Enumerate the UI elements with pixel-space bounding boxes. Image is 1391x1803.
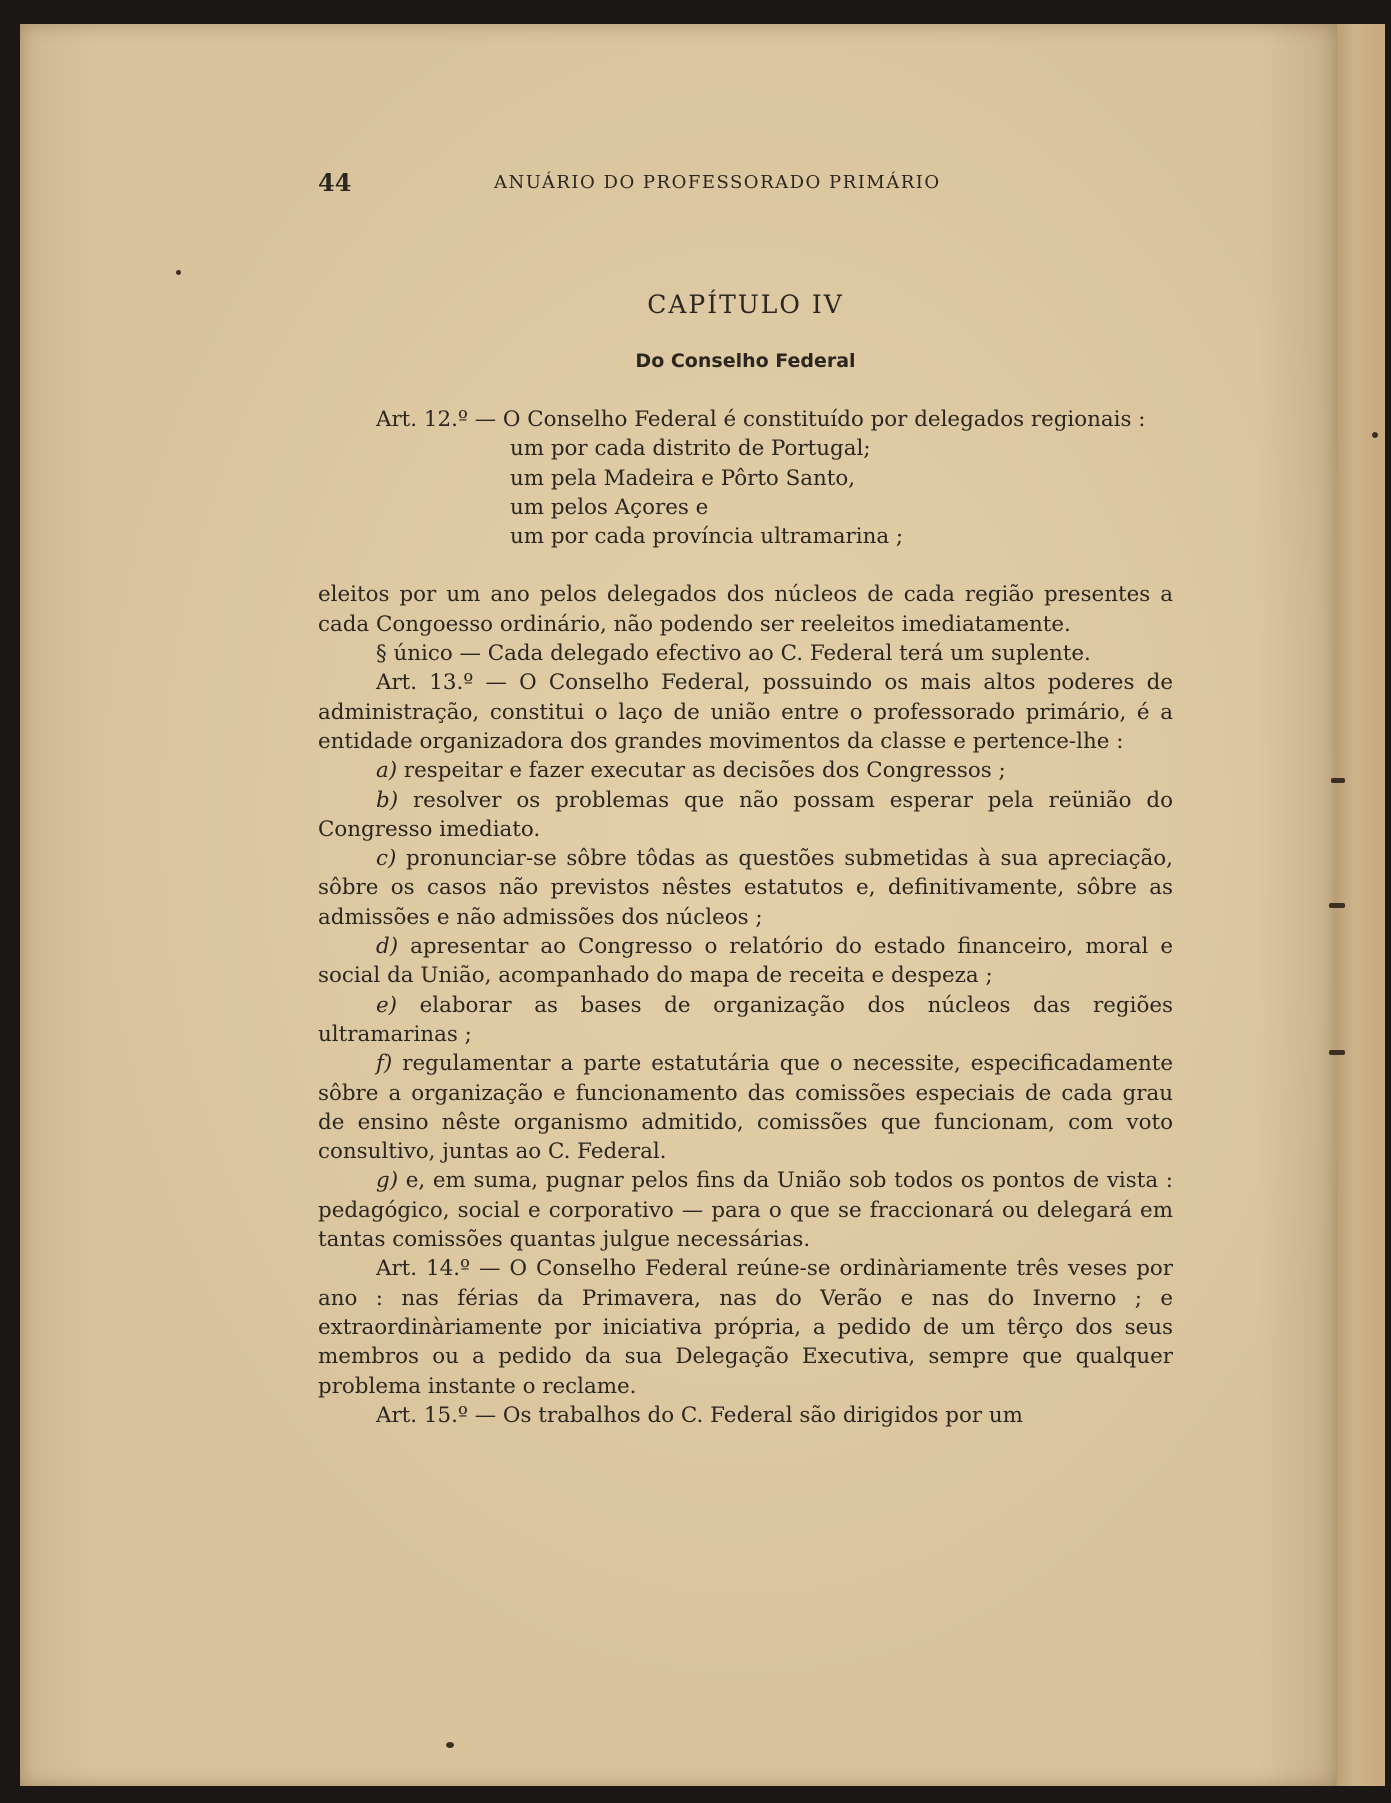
item-letter: f) (376, 1051, 393, 1077)
item-c (318, 844, 1173, 932)
paragraph-gap (318, 551, 1173, 580)
chapter-title: CAPÍTULO IV (647, 290, 844, 319)
item-text: respeitar e fazer executar as decisões dos Congressos ; (403, 758, 1006, 784)
item-text: apresentar ao Congresso o relatório do estado financeiro, moral e social da União, acompanhado do mapa de receita e despeza ; (318, 934, 1173, 989)
list-item: um pela Madeira e Pôrto Santo, (510, 465, 856, 491)
item-f (318, 1049, 1173, 1166)
running-head (318, 168, 1078, 196)
list-item: um pelos Açores e (510, 494, 709, 520)
ink-spot (1372, 432, 1378, 438)
item-g (318, 1166, 1173, 1254)
item-d (318, 932, 1173, 991)
page-number: 44 (318, 168, 352, 197)
item-letter: g) (376, 1168, 399, 1194)
art14: Art. 14.º — O Conselho Federal reúne-se ordinàriamente três veses por ano : nas férias da Primavera, nas do Verão e nas do Inverno ; e extraordinàriamente por iniciativa própria, a pedido de um têrço dos seus membros ou a pedido da sua Delegação Executiva, sempre que qualquer problema instante o reclame. (318, 1256, 1173, 1399)
article-body (318, 405, 1173, 1430)
art13-intro: Art. 13.º — O Conselho Federal, possuindo os mais altos poderes de administração, constitui o laço de união entre o professorado primário, é a entidade organizadora dos grandes movimentos da classe e pertence-lhe : (318, 670, 1173, 754)
art12-paragraph-unico: § único — Cada delegado efectivo ao C. Federal terá um suplente. (376, 641, 1091, 667)
ink-spot (176, 270, 181, 275)
art12-tail: eleitos por um ano pelos delegados dos núcleos de cada região presentes a cada Congoesso ordinário, não podendo ser reeleitos imediatamente. (318, 582, 1173, 637)
item-text: resolver os problemas que não possam esperar pela reünião do Congresso imediato. (318, 787, 1173, 842)
section-title: Do Conselho Federal (635, 350, 856, 372)
item-a (318, 756, 1173, 785)
art12-intro: Art. 12.º — O Conselho Federal é constituído por delegados regionais : (376, 407, 1146, 432)
item-text: elaborar as bases de organização dos núcleos das regiões ultramarinas ; (318, 992, 1173, 1047)
item-e (318, 991, 1173, 1050)
list-item: um por cada distrito de Portugal; (510, 436, 871, 462)
journal-title: ANUÁRIO DO PROFESSORADO PRIMÁRIO (494, 172, 941, 193)
ink-spot (1329, 1050, 1345, 1055)
item-letter: e) (376, 992, 398, 1018)
list-item: um por cada província ultramarina ; (510, 524, 904, 550)
item-text: e, em suma, pugnar pelos fins da União sob todos os pontos de vista : pedagógico, social e corporativo — para o que se fraccionará ou delegará em tantas comissões quantas julgue necessárias. (318, 1168, 1173, 1253)
item-b (318, 786, 1173, 845)
item-letter: d) (376, 934, 399, 960)
item-letter: b) (376, 787, 399, 813)
item-text: pronunciar-se sôbre tôdas as questões submetidas à sua apreciação, sôbre os casos não previstos nêstes estatutos e, definitivamente, sôbre as admissões e não admissões dos núcleos ; (318, 846, 1173, 930)
ink-spot (1331, 778, 1345, 783)
item-letter: a) (376, 758, 398, 784)
item-letter: c) (376, 846, 397, 872)
ink-spot (1329, 903, 1345, 908)
item-text: regulamentar a parte estatutária que o necessite, especificadamente sôbre a organização e funcionamento das comissões especiais de cada grau de ensino nêste organismo admitido, comissões que funcionam, com voto consultivo, juntas ao C. Federal. (318, 1051, 1173, 1165)
art15: Art. 15.º — Os trabalhos do C. Federal são dirigidos por um (376, 1402, 1023, 1428)
ink-spot (446, 1742, 454, 1748)
